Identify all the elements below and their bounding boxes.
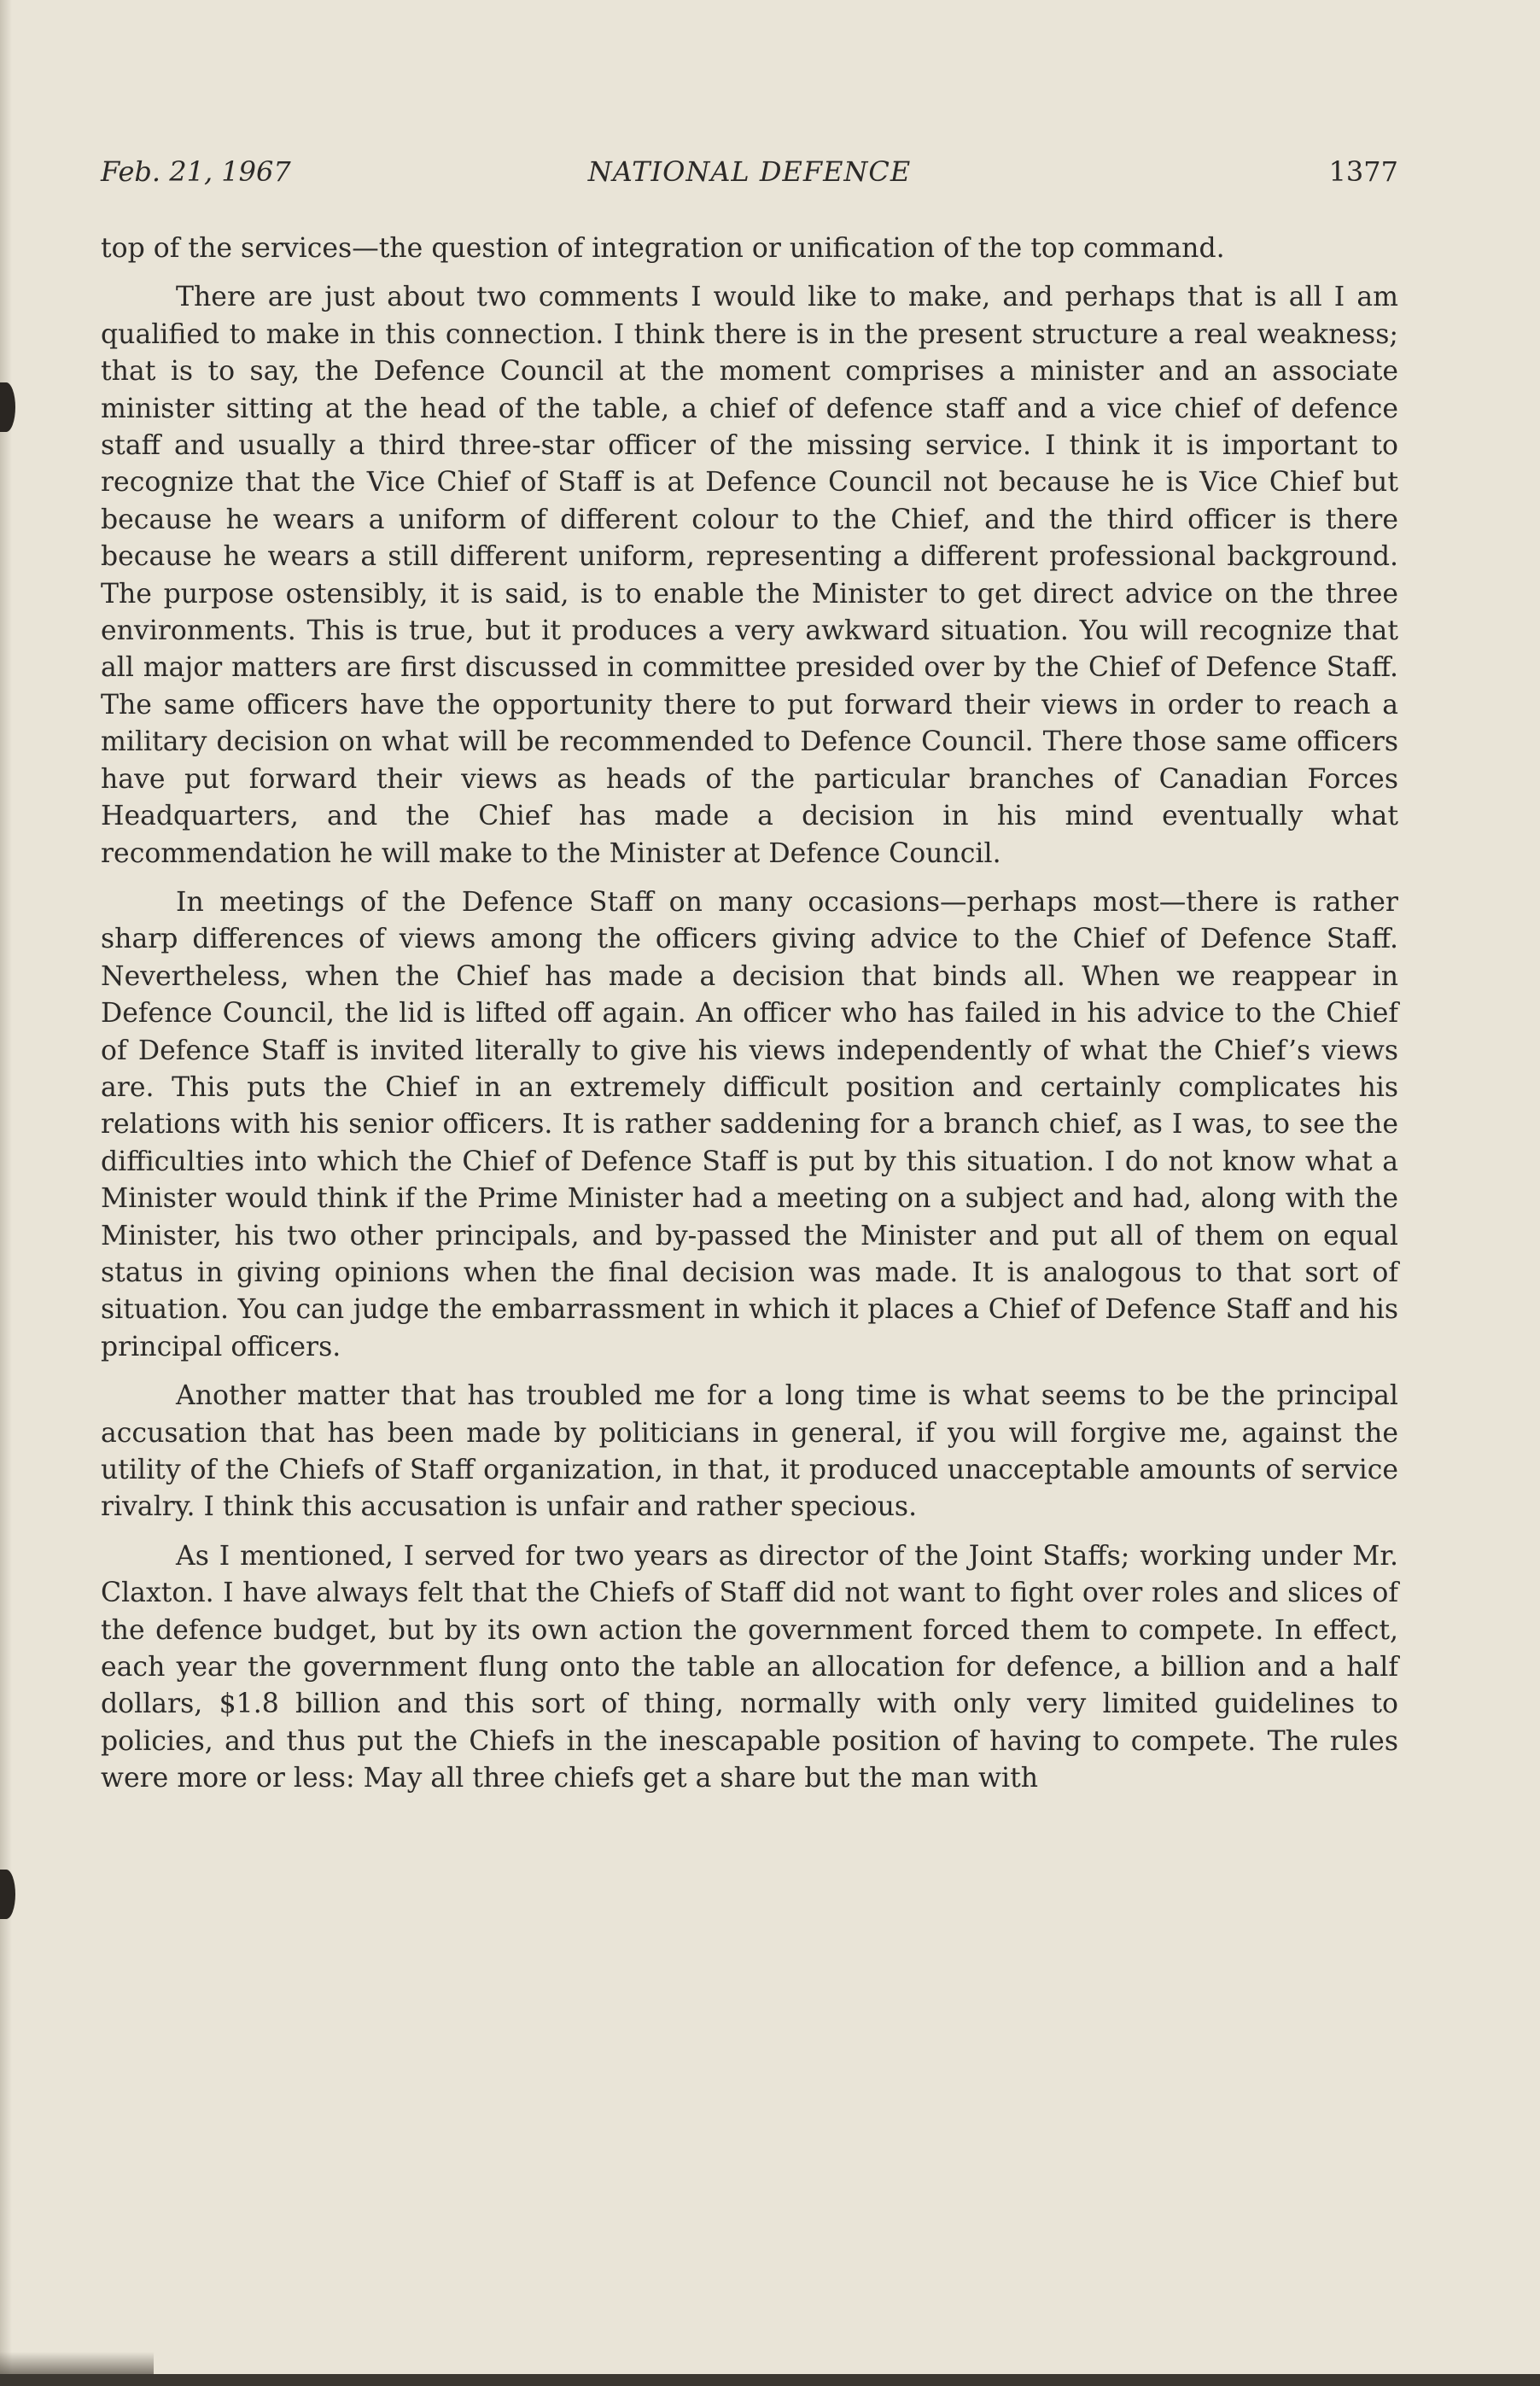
paragraph-5: As I mentioned, I served for two years as director of the Joint Staffs; working under Mr. Claxton. I have always felt that the Chiefs of Staff did not want to fight over roles and slices of the defence budget, but by its own action the government forced them to compete. In effect, each year the government flung onto the table an allocation for defence, a billion and a half dollars, $1.8 billion and this sort of thing, normally with only very limited guidelines to policies, and thus put the Chiefs in the inescapable position of having to compete. The rules were more or less: May all three chiefs get a share but the man with xyxy=(101,1540,1398,1794)
paragraph-3: In meetings of the Defence Staff on many occasions—perhaps most—there is rather sharp differences of views among the officers giving advice to the Chief of Defence Staff. Nevertheless, when the Chief has made a decision that binds all. When we reappear in Defence Council, the lid is lifted off again. An officer who has failed in his advice to the Chief of Defence Staff is invited literally to give his views independently of what the Chief’s views are. This puts the Chief in an extremely difficult position and certainly complicates his relations with his senior officers. It is rather saddening for a branch chief, as I was, to see the difficulties into which the Chief of Defence Staff is put by this situation. I do not know what a Minister would think if the Prime Minister had a meeting on a subject and had, along with the Minister, his two other principals, and by-passed the Minister and put all of them on equal status in giving opinions when the final decision was made. It is analogous to that sort of situation. You can judge the embarrassment in which it places a Chief of Defence Staff and his principal officers. xyxy=(101,886,1398,1362)
paragraph-4: Another matter that has troubled me for a long time is what seems to be the principal accusation that has been made by politicians in general, if you will forgive me, against the utility of the Chiefs of Staff organization, in that, it produced unacceptable amounts of service rivalry. I think this accusation is unfair and rather specious. xyxy=(101,1380,1398,1523)
running-head-title: NATIONAL DEFENCE xyxy=(587,155,912,188)
margin-mark xyxy=(0,382,15,432)
paragraph-1: top of the services—the question of integration or unification of the top command. xyxy=(101,233,1225,264)
running-head xyxy=(101,155,1398,193)
paragraph-2: There are just about two comments I would like to make, and perhaps that is all I am qualified to make in this connection. I think there is in the present structure a real weakness; that is to say, the Defence Council at the moment comprises a minister and an associate minister sitting at the head of the table, a chief of defence staff and a vice chief of defence staff and usually a third three-star officer of the missing service. I think it is important to recognize that the Vice Chief of Staff is at Defence Council not because he is Vice Chief but because he wears a uniform of different colour to the Chief, and the third officer is there because he wears a still different uniform, representing a different professional background. The purpose ostensibly, it is said, is to enable the Minister to get direct advice on the three environments. This is true, but it produces a very awkward situation. You will recognize that all major matters are first discussed in committee presided over by the Chief of Defence Staff. The same officers have the opportunity there to put forward their views in order to reach a military decision on what will be recommended to Defence Council. There those same officers have put forward their views as heads of the particular branches of Canadian Forces Headquarters, and the Chief has made a decision in his mind eventually what recommendation he will make to the Minister at Defence Council. xyxy=(101,282,1398,869)
margin-mark xyxy=(0,1870,15,1919)
body-text xyxy=(101,230,1398,1810)
page-number: 1377 xyxy=(1328,155,1398,188)
running-head-date: Feb. 21, 1967 xyxy=(101,155,291,188)
page-shadow xyxy=(0,0,12,2386)
page-bottom-edge xyxy=(0,2374,1540,2386)
